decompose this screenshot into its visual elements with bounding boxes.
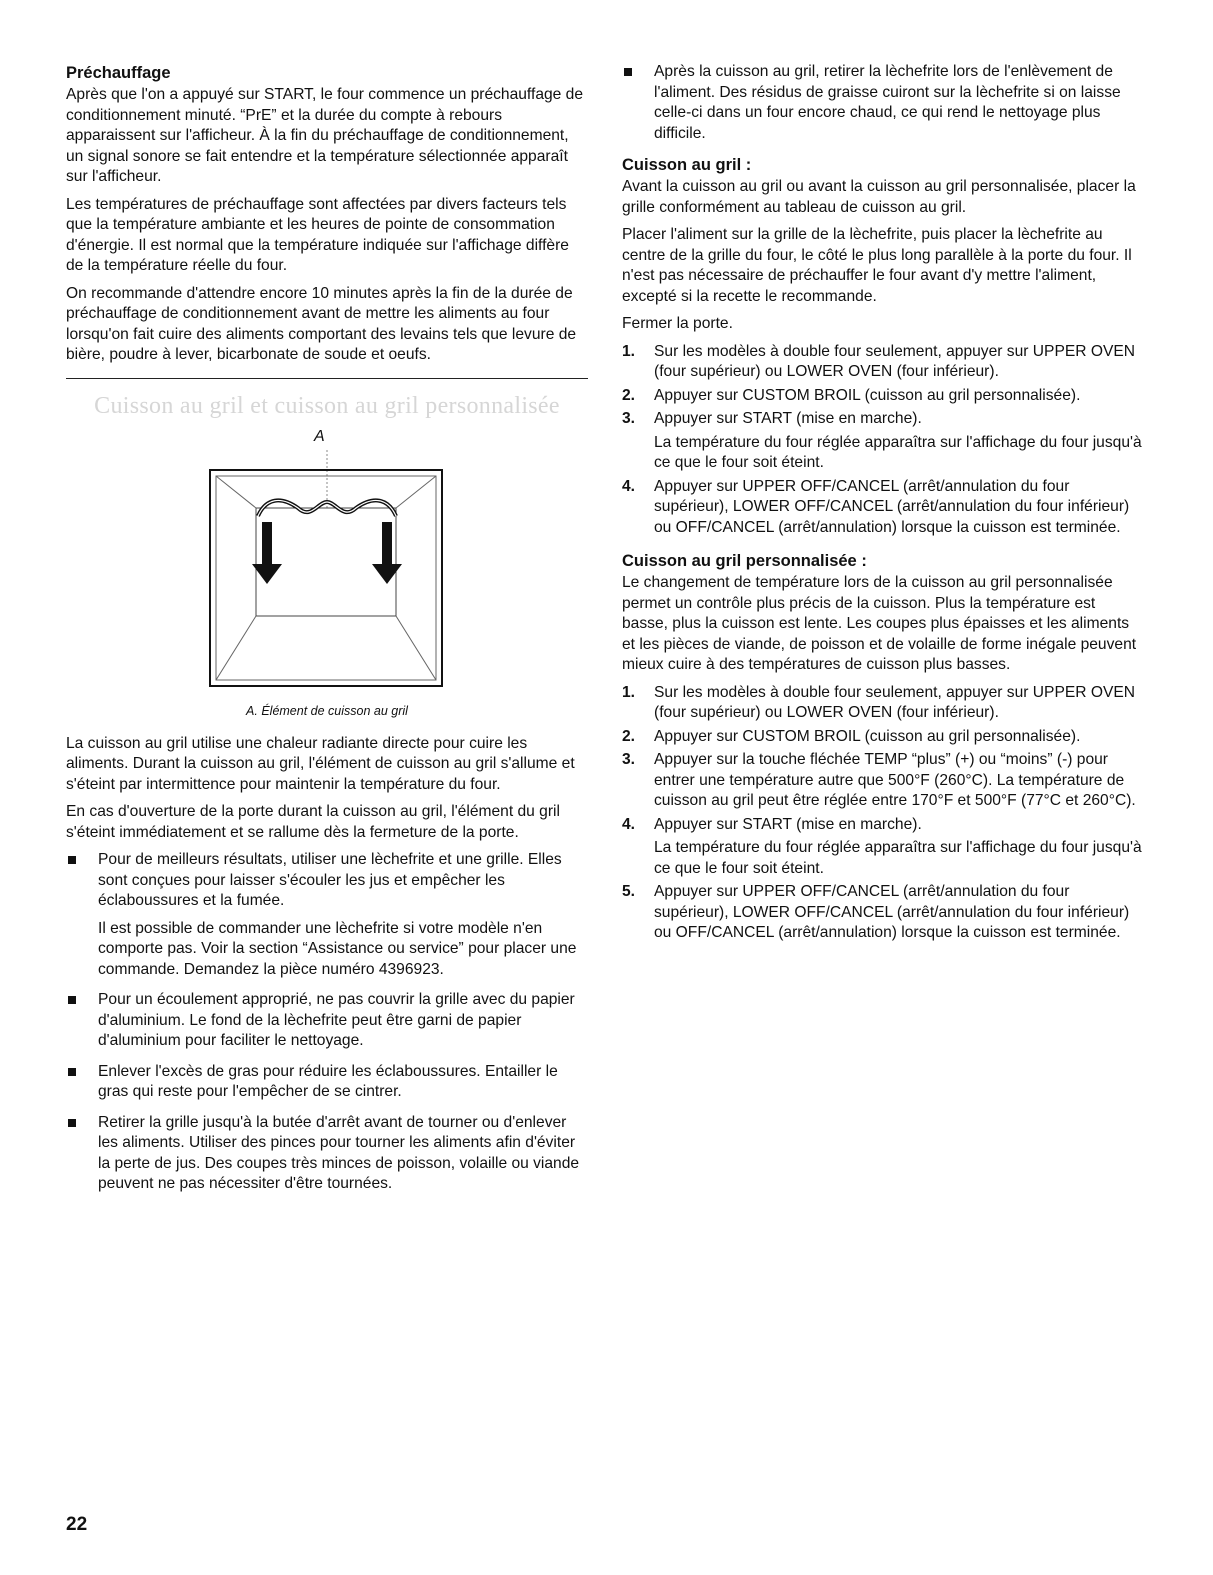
step-text: Sur les modèles à double four seulement, appuyer sur UPPER OVEN (four supérieur) ou LOWER OVEN (four inférieur).: [654, 683, 1136, 721]
bullet-icon: [68, 996, 76, 1004]
preheat-heading: Préchauffage: [66, 64, 171, 82]
bullet-icon: [624, 68, 632, 76]
step-number: 1.: [622, 342, 636, 360]
step-text: Appuyer sur la touche fléchée TEMP “plus” (+) ou “moins” (-) pour entrer une température autre que 500°F (260°C). La température de cuisson au gril peut être réglée entre 170°F et 500°F (77°C et 260°C).: [654, 751, 1136, 809]
step-number: 2.: [622, 727, 636, 745]
oven-diagram: [66, 428, 588, 698]
custom-broil-paragraph: Le changement de température lors de la cuisson au gril personnalisée permet un contrôle plus précis de la cuisson. Plus la température est basse, plus la cuisson est lente. Les coupes plus épaisses et les aliments et les pièces de viande, de poisson et de volaille de forme inégale peuvent mieux cuire à des températures de cuisson plus basses.: [622, 574, 1137, 673]
list-item: [66, 1062, 588, 1103]
step-item: [622, 815, 1144, 880]
step-text: Appuyer sur CUSTOM BROIL (cuisson au gril personnalisée).: [654, 727, 1081, 745]
list-item-extra: Il est possible de commander une lèchefrite si votre modèle n'en comporte pas. Voir la section “Assistance ou service” pour placer une commande. Demandez la pièce numéro 4396923.: [98, 919, 577, 978]
bullet-icon: [68, 1068, 76, 1076]
step-number: 1.: [622, 683, 636, 701]
step-number: 2.: [622, 386, 636, 404]
step-item: [622, 342, 1144, 383]
bullet-icon: [68, 856, 76, 864]
step-number: 4.: [622, 477, 636, 495]
list-item-text: Pour un écoulement approprié, ne pas couvrir la grille avec du papier d'aluminium. Le fond de la lèchefrite peut être garni de papier d'aluminium pour faciliter le nettoyage.: [98, 991, 575, 1049]
section-title: Cuisson au gril et cuisson au gril personnalisée: [94, 392, 560, 419]
step-item: [622, 727, 1144, 748]
step-item: [622, 882, 1144, 944]
step-item: [622, 477, 1144, 539]
step-number: 4.: [622, 815, 636, 833]
list-item-text: Enlever l'excès de gras pour réduire les éclaboussures. Entailler le gras qui reste pour l'empêcher de se cintrer.: [98, 1062, 558, 1100]
step-text: Appuyer sur START (mise en marche).: [654, 815, 922, 833]
broil-steps: [622, 342, 1144, 539]
oven-back-wall: [256, 508, 396, 616]
list-item-text: Après la cuisson au gril, retirer la lèchefrite lors de l'enlèvement de l'aliment. Des résidus de graisse cuiront sur la lèchefrite si on laisse celle-ci dans un four encore chaud, ce qui rend le nettoyage plus difficile.: [654, 63, 1121, 142]
right-column: [622, 62, 1144, 948]
broil-heading: Cuisson au gril :: [622, 156, 752, 174]
step-item: [622, 386, 1144, 407]
step-text: Appuyer sur START (mise en marche).: [654, 410, 922, 427]
page-number: 22: [66, 1514, 88, 1535]
section-divider: [66, 378, 588, 379]
preheat-paragraph: On recommande d'attendre encore 10 minutes après la fin de la durée de préchauffage de conditionnement avant de mettre les aliments au four lorsqu'on fait cuire des aliments comportant des levains tels que levure de bière, poudre à lever, bicarbonate de soude et oeufs.: [66, 284, 577, 363]
left-column: [66, 62, 588, 1205]
bullet-icon: [68, 1119, 76, 1127]
broil-paragraph: En cas d'ouverture de la porte durant la cuisson au gril, l'élément du gril s'éteint immédiatement et se rallume dès la fermeture de la porte.: [66, 803, 560, 841]
broil-instructions: Fermer la porte.: [622, 315, 733, 332]
broil-element-figure: [66, 428, 588, 698]
list-item: [66, 850, 588, 980]
broil-instructions: Avant la cuisson au gril ou avant la cuisson au gril personnalisée, placer la grille conformément au tableau de cuisson au gril.: [622, 178, 1136, 216]
preheat-paragraph: Après que l'on a appuyé sur START, le four commence un préchauffage de conditionnement minuté. “PrE” et la durée du compte à rebours apparaissent sur l'afficheur. À la fin du préchauffage de conditionnement, un signal sonore se fait entendre et la température sélectionnée apparaît sur l'afficheur.: [66, 86, 584, 185]
step-number: 5.: [622, 883, 636, 900]
figure-caption: A. Élément de cuisson au gril: [246, 703, 408, 718]
list-item: [66, 990, 588, 1052]
list-item-text: Pour de meilleurs résultats, utiliser une lèchefrite et une grille. Elles sont conçues pour laisser s'écouler les jus et empêcher les éclaboussures et la fumée.: [98, 851, 562, 909]
down-arrow-icon: [372, 564, 402, 584]
step-item: [622, 683, 1144, 724]
broil-paragraph: La cuisson au gril utilise une chaleur radiante directe pour cuire les aliments. Durant la cuisson au gril, l'élément de cuisson au gril s'allume et s'éteint par intermittence pour maintenir la température du four.: [66, 734, 575, 793]
step-text: Appuyer sur UPPER OFF/CANCEL (arrêt/annulation du four supérieur), LOWER OFF/CANCEL (arrêt/annulation du four inférieur) ou OFF/CANCEL (arrêt/annulation) lorsque la cuisson est terminée.: [654, 477, 1130, 536]
top-tip-list: [622, 62, 1144, 144]
step-extra: La température du four réglée apparaîtra sur l'affichage du four jusqu'à ce que le four soit éteint.: [654, 433, 1142, 471]
step-item: [622, 750, 1144, 812]
broil-instructions: Placer l'aliment sur la grille de la lèchefrite, puis placer la lèchefrite au centre de la grille du four, le côté le plus long parallèle à la porte du four. Il n'est pas nécessaire de préchauffer le four avant d'y mettre l'aliment, excepté si la recette le recommande.: [622, 226, 1132, 305]
oven-inner-frame: [216, 476, 436, 680]
custom-broil-steps: [622, 683, 1144, 944]
tips-list: [66, 850, 588, 1195]
list-item: [66, 1113, 588, 1195]
list-item: [622, 62, 1144, 144]
step-item: [622, 409, 1144, 474]
step-number: 3.: [622, 410, 636, 427]
step-text: Appuyer sur UPPER OFF/CANCEL (arrêt/annulation du four supérieur), LOWER OFF/CANCEL (arrêt/annulation du four inférieur) ou OFF/CANCEL (arrêt/annulation) lorsque la cuisson est terminée.: [654, 883, 1130, 941]
step-extra: La température du four réglée apparaîtra sur l'affichage du four jusqu'à ce que le four soit éteint.: [654, 839, 1142, 877]
step-text: Appuyer sur CUSTOM BROIL (cuisson au gril personnalisée).: [654, 386, 1081, 404]
custom-broil-heading: Cuisson au gril personnalisée :: [622, 552, 867, 570]
preheat-paragraph: Les températures de préchauffage sont affectées par divers facteurs tels que la température ambiante et les heures de pointe de consommation d'énergie. Il est normal que la température indiquée sur l'affichage diffère de la température réelle du four.: [66, 195, 569, 274]
step-number: 3.: [622, 751, 636, 768]
figure-label: A: [314, 427, 325, 445]
step-text: Sur les modèles à double four seulement, appuyer sur UPPER OVEN (four supérieur) ou LOWER OVEN (four inférieur).: [654, 342, 1136, 380]
list-item-text: Retirer la grille jusqu'à la butée d'arrêt avant de tourner ou d'enlever les aliments. Utiliser des pinces pour tourner les aliments afin d'éviter la perte de jus. Des coupes très minces de poisson, volaille ou viande peuvent ne pas nécessiter d'être tournées.: [98, 1113, 580, 1192]
